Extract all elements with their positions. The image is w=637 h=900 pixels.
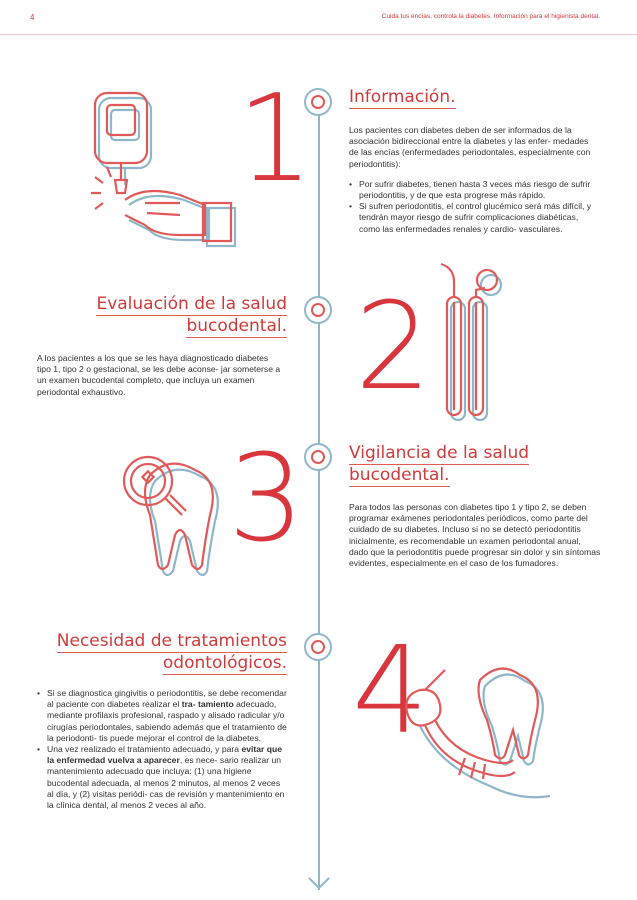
section-4-bullet: • Una vez realizado el tratamiento adecuado, y para evitar que la enfermedad vuelva a aparecer, es nece- sario realizar un mantenimiento adecuado que incluya: (1) una higiene bucodental adecuada, al menos 2 minutos, al menos 2 veces al día, y (2) visitas periódi- cas de revisión y mantenimiento en la clínica dental, al menos 2 veces al año. xyxy=(37,744,287,811)
section-number-3: 3 xyxy=(228,430,305,569)
section-1-intro: Los pacientes con diabetes deben de ser informados de la asociación bidireccional entre la diabetes y las enfer- medades de las encías (enfermedades periodontales, especialmente con periodontitis): xyxy=(349,125,591,169)
section-heading-1: Información. xyxy=(349,87,456,107)
section-3-body: Para todos las personas con diabetes tipo 1 y tipo 2, se deben programar exámenes periodontales periódicos, como parte del cuidado de su diabetes. Incluso si no se detectó periodontitis inicialmente, es recomendable un examen periodontal anual, dado que la periodontitis puede progresar sin dolor y sin síntomas evidentes, especialmente en el caso de los fumadores. xyxy=(349,502,601,569)
timeline-node-4 xyxy=(304,633,332,661)
timeline-arrow-down-icon xyxy=(307,870,331,894)
tooth-magnifier-icon xyxy=(110,445,240,580)
timeline-line xyxy=(318,108,320,890)
section-number-4: 4 xyxy=(352,622,429,761)
section-4-text xyxy=(37,688,287,811)
timeline-node-2 xyxy=(304,296,332,324)
section-1-bullet: • Si sufren periodontitis, el control glucémico será más difícil, y tendrán mayor riesgo de sufrir complicaciones diabéticas, como las enfermedades renales y cardio- vasculares. xyxy=(349,201,599,235)
toothbrush-tooth-icon xyxy=(395,660,555,810)
section-4-bullet: • Si se diagnostica gingivitis o periodontitis, se debe recomendar al paciente con diabetes realizar el tra- tamiento adecuado, mediante profilaxis profesional, raspado y alisado radicular y/o cirugías periodontales, sabiendo además que el tratamiento de la periodonti- tis puede mejorar el control de la diabetes. xyxy=(37,688,287,744)
section-number-1: 1 xyxy=(237,70,314,209)
section-number-2: 2 xyxy=(355,278,432,417)
section-1-text xyxy=(349,125,599,235)
section-heading-4: Necesidad de tratamientos odontológicos. xyxy=(56,631,287,673)
header-title: Cuida tus encías, controla la diabetes. Información para el higienista dental. xyxy=(381,13,600,20)
glucose-meter-hand-icon xyxy=(85,85,255,250)
section-2-body: A los pacientes a los que se les haya diagnosticado diabetes tipo 1, tipo 2 o gestacional, se les debe aconse- jar someterse a un examen bucodental completo, que incluya un examen periodontal exhaustivo. xyxy=(37,353,281,397)
section-1-bullet: • Por sufrir diabetes, tienen hasta 3 veces más riesgo de sufrir periodontitis, y de que esta progrese más rápido. xyxy=(349,179,599,201)
section-heading-2: Evaluación de la salud bucodental. xyxy=(96,294,287,336)
section-heading-3: Vigilancia de la salud bucodental. xyxy=(349,443,530,485)
dental-instruments-icon xyxy=(435,262,510,427)
timeline-node-3 xyxy=(304,443,332,471)
page-header xyxy=(0,0,637,35)
page-number: 4 xyxy=(30,13,35,22)
